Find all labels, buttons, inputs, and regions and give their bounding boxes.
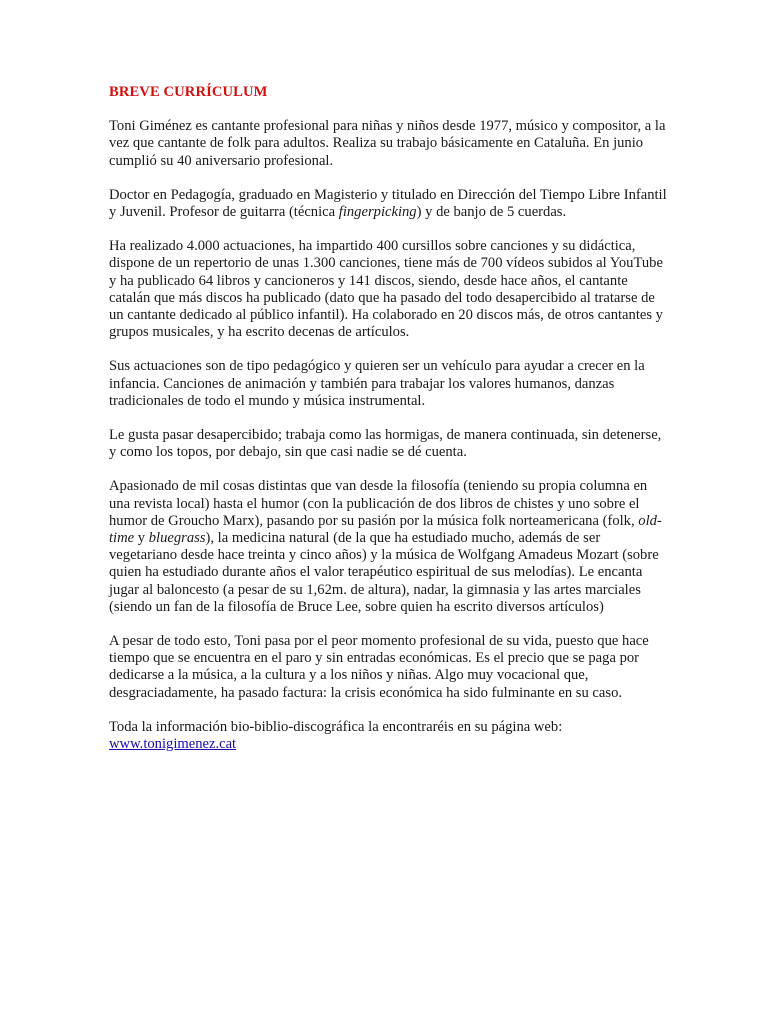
paragraph-interests-text-3: ), la medicina natural (de la que ha estudiado mucho, además de ser vegetariano desde hace treinta y cinco años) y la música de Wolfgang Amadeus Mozart (sobre quien ha estudiado durante años el valor terapéutico espiritual de sus melodías). Le encanta jugar al baloncesto (a pesar de su 1,62m. de altura), nadar, la gimnasia y las artes marciales (siendo un fan de la filosofía de Bruce Lee, sobre quien ha escrito diversos artículos) <box>109 530 659 615</box>
website-link[interactable]: www.tonigimenez.cat <box>109 736 237 753</box>
paragraph-interests <box>109 478 669 616</box>
paragraph-website <box>109 719 669 753</box>
paragraph-intro: Toni Giménez es cantante profesional para niñas y niños desde 1977, músico y compositor, a la vez que cantante de folk para adultos. Realiza su trabajo básicamente en Cataluña. En junio cumplió su 40 aniversario profesional. <box>109 118 666 169</box>
document-page <box>109 84 669 770</box>
document-title: BREVE CURRÍCULUM <box>109 84 268 100</box>
paragraph-interests-emphasis-2: bluegrass <box>148 530 206 547</box>
paragraph-website-text: Toda la información bio-biblio-discográfica la encontraréis en su página web: <box>109 718 563 735</box>
paragraph-education <box>109 187 669 221</box>
paragraph-interests-text-2: y <box>134 530 149 547</box>
paragraph-interests-emphasis-1: old-time <box>109 512 662 547</box>
paragraph-interests-text-1: Apasionado de mil cosas distintas que van desde la filosofía (teniendo su propia columna en una revista local) hasta el humor (con la publicación de dos libros de chistes y uno sobre el humor de Groucho Marx), pasando por su pasión por la música folk norteamericana (folk, <box>109 478 648 529</box>
paragraph-performances: Sus actuaciones son de tipo pedagógico y quieren ser un vehículo para ayudar a crecer en la infancia. Canciones de animación y también para trabajar los valores humanos, danzas tradicionales de todo el mundo y música instrumental. <box>109 358 645 409</box>
paragraph-education-emphasis: fingerpicking <box>338 204 417 221</box>
paragraph-education-text-1: Doctor en Pedagogía, graduado en Magisterio y titulado en Dirección del Tiempo Libre Infantil y Juvenil. Profesor de guitarra (técnica <box>109 186 667 221</box>
paragraph-personality: Le gusta pasar desapercibido; trabaja como las hormigas, de manera continuada, sin detenerse, y como los topos, por debajo, sin que casi nadie se dé cuenta. <box>109 427 662 461</box>
paragraph-education-text-2: ) y de banjo de 5 cuerdas. <box>416 204 567 221</box>
paragraph-situation: A pesar de todo esto, Toni pasa por el peor momento profesional de su vida, puesto que hace tiempo que se encuentra en el paro y sin entradas económicas. Es el precio que se paga por dedicarse a la música, a la cultura y a los niños y niñas. Algo muy vocacional que, desgraciadamente, ha pasado factura: la crisis económica ha sido fulminante en su caso. <box>109 633 649 701</box>
paragraph-achievements: Ha realizado 4.000 actuaciones, ha impartido 400 cursillos sobre canciones y su didáctica, dispone de un repertorio de unas 1.300 canciones, tiene más de 700 vídeos subidos al YouTube y ha publicado 64 libros y cancioneros y 141 discos, siendo, desde hace años, el cantante catalán que más discos ha publicado (dato que ha pasado del todo desapercibido al tratarse de un cantante dedicado al público infantil). Ha colaborado en 20 discos más, de otros cantantes y grupos musicales, y ha escrito decenas de artículos. <box>109 238 663 341</box>
